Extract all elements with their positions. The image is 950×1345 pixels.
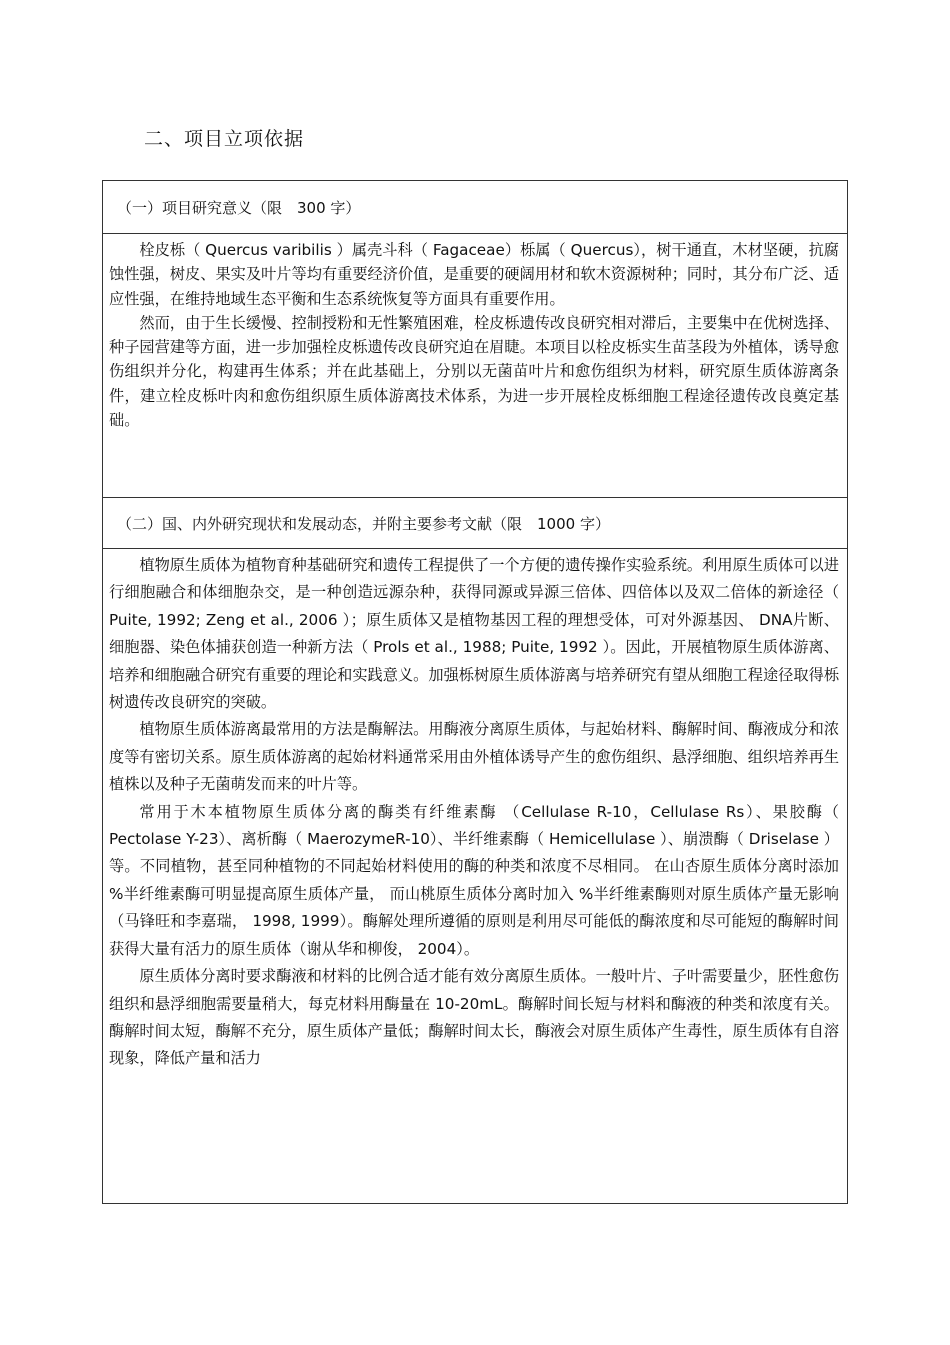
research-status-header: （二）国、内外研究现状和发展动态，并附主要参考文献（限 1000 字） (117, 514, 610, 533)
paragraph: 植物原生质体为植物育种基础研究和遗传工程提供了一个方便的遗传操作实验系统。利用原生质体可以进行细胞融合和体细胞杂交，是一种创造远源杂种，获得同源或异源三倍体、四倍体以及双二倍体的新途径（ Puite, 1992; Zeng et al., 2006 ）；原生质体又是植物基因工程的理想受体，可对外源基因、 DNA片断、细胞器、染色体捕获创造一种新方法（ Prols et al., 1988; Puite, 1992 ）。因此，开展植物原生质体游离、培养和细胞融合研究有重要的理论和实践意义。加强栎树原生质体游离与培养研究有望从细胞工程途径取得栎树遗传改良研究的突破。 (109, 556, 839, 712)
research-status-text (103, 549, 847, 1073)
paragraph: 常用于木本植物原生质体分离的酶类有纤维素酶 （Cellulase R-10，Cellulase Rs）、果胶酶（ Pectolase Y-23）、离析酶（ MaerozymeR-10）、半纤维素酶（ Hemicellulase ）、崩溃酶（ Driselase ）等。不同植物，甚至同种植物的不同起始材料使用的酶的种类和浓度不尽相同。 在山杏原生质体分离时添加 %半纤维素酶可明显提高原生质体产量， 而山桃原生质体分离时加入 %半纤维素酶则对原生质体产量无影响（马锋旺和李嘉瑞， 1998, 1999）。酶解处理所遵循的原则是利用尽可能低的酶浓度和尽可能短的酶解时间获得大量有活力的原生质体（谢从华和柳俊， 2004）。 (109, 802, 839, 958)
paragraph: 栓皮栎（ Quercus varibilis ）属壳斗科（ Fagaceae）栎属（ Quercus），树干通直，木材坚硬，抗腐蚀性强，树皮、果实及叶片等均有重要经济价值，是重要的硬阔用材和软木资源树种；同时，其分布广泛、适应性强，在维持地域生态平衡和生态系统恢复等方面具有重要作用。 (109, 241, 839, 308)
section-heading: 二、项目立项依据 (144, 128, 305, 150)
paragraph: 然而，由于生长缓慢、控制授粉和无性繁殖困难，栓皮栎遗传改良研究相对滞后，主要集中在优树选择、种子园营建等方面，进一步加强栓皮栎遗传改良研究迫在眉睫。本项目以栓皮栎实生苗茎段为外植体，诱导愈伤组织并分化，构建再生体系；并在此基础上，分别以无菌苗叶片和愈伤组织为材料，研究原生质体游离条件，建立栓皮栎叶肉和愈伤组织原生质体游离技术体系，为进一步开展栓皮栎细胞工程途径遗传改良奠定基础。 (109, 313, 839, 430)
paragraph: 植物原生质体游离最常用的方法是酶解法。用酶液分离原生质体，与起始材料、酶解时间、酶液成分和浓度等有密切关系。原生质体游离的起始材料通常采用由外植体诱导产生的愈伤组织、悬浮细胞、组织培养再生植株以及种子无菌萌发而来的叶片等。 (109, 720, 839, 794)
research-significance-content-row (103, 233, 847, 497)
research-status-content-row (103, 548, 847, 1203)
research-status-header-row (103, 497, 847, 548)
project-basis-table (102, 180, 848, 1204)
research-significance-header: （一）项目研究意义（限 300 字） (117, 198, 361, 217)
paragraph: 原生质体分离时要求酶液和材料的比例合适才能有效分离原生质体。一般叶片、子叶需要量少，胚性愈伤组织和悬浮细胞需要量稍大，每克材料用酶量在 10-20mL。酶解时间长短与材料和酶液的种类和浓度有关。酶解时间太短，酶解不充分，原生质体产量低；酶解时间太长，酶液会对原生质体产生毒性，原生质体有自溶现象，降低产量和活力 (109, 967, 839, 1068)
research-significance-text (103, 234, 847, 432)
research-significance-header-row (103, 181, 847, 233)
